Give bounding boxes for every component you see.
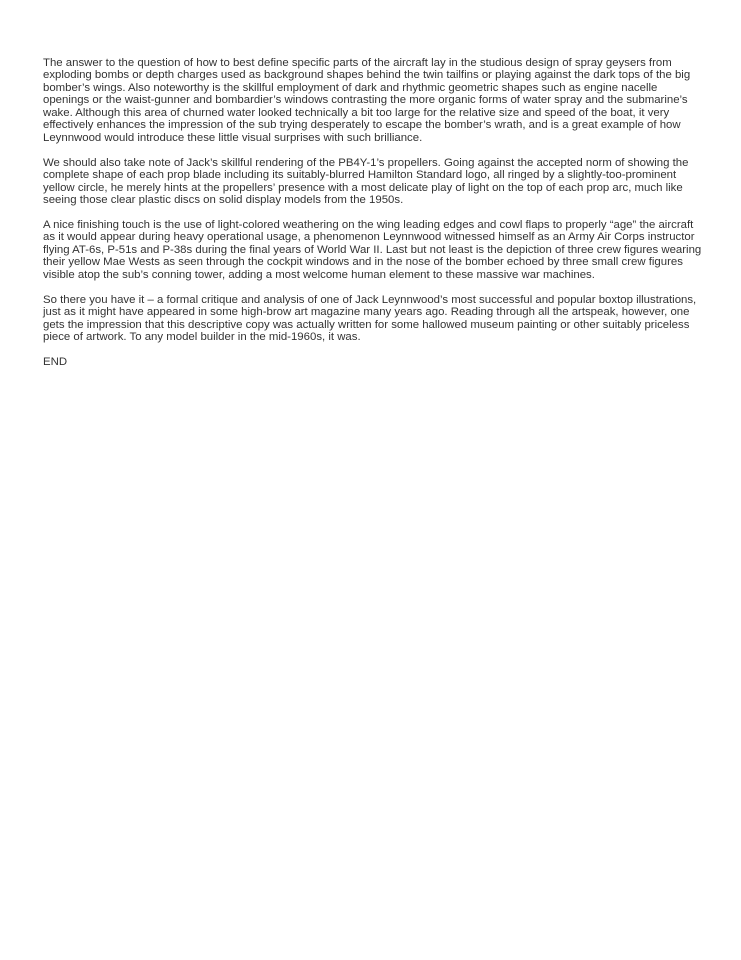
document-page [43,57,705,381]
paragraph-weathering: A nice finishing touch is the use of light-colored weathering on the wing leading edges and cowl flaps to properly “age” the aircraft as it would appear during heavy operational usage, a phenomenon Leynnwood witnessed himself as an Army Air Corps instructor flying AT-6s, P-51s and P-38s during the final years of World War II. Last but not least is the depiction of three crew figures wearing their yellow Mae Wests as seen through the cockpit windows and in the nose of the bomber echoed by three small crew figures visible atop the sub’s conning tower, adding a most welcome human element to these massive war machines. [43,218,702,281]
paragraph-conclusion: So there you have it – a formal critique and analysis of one of Jack Leynnwood’s most successful and popular boxtop illustrations, just as it might have appeared in some high-brow art magazine many years ago. Reading through all the artspeak, however, one gets the impression that this descriptive copy was actually written for some hallowed museum painting or other suitably priceless piece of artwork. To any model builder in the mid-1960s, it was. [43,293,697,344]
paragraph-propellers: We should also take note of Jack’s skillful rendering of the PB4Y-1’s propellers. Going against the accepted norm of showing the complete shape of each prop blade including its suitably-blurred Hamilton Standard logo, all ringed by a slightly-too-prominent yellow circle, he merely hints at the propellers’ presence with a most delicate play of light on the top of each prop arc, much like seeing those clear plastic discs on solid display models from the 1950s. [43,156,689,207]
paragraph-spray-geysers: The answer to the question of how to best define specific parts of the aircraft lay in the studious design of spray geysers from exploding bombs or depth charges used as background shapes behind the twin tailfins or playing against the dark tops of the big bomber’s wings. Also noteworthy is the skillful employment of dark and rhythmic geometric shapes such as engine nacelle openings or the waist-gunner and bombardier’s windows contrasting the more organic forms of water spray and the submarine’s wake. Although this area of churned water looked technically a bit too large for the relative size and speed of the boat, it very effectively enhances the impression of the sub trying desperately to escape the bomber’s wrath, and is a great example of how Leynnwood would introduce these little visual surprises with such brilliance. [43,57,691,144]
end-marker: END [43,356,68,369]
